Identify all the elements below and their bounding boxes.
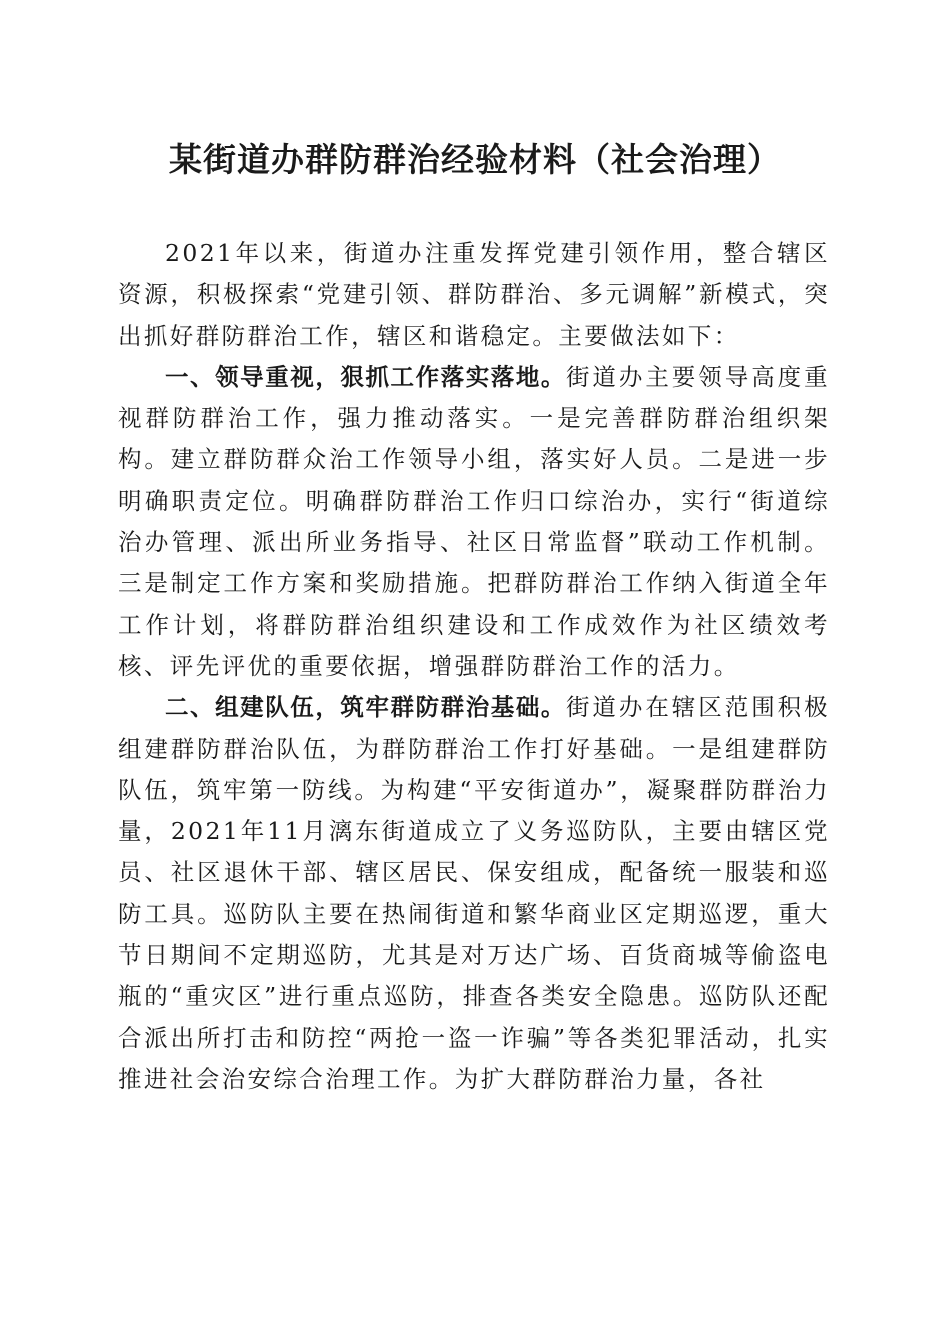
intro-text: 2021年以来，街道办注重发挥党建引领作用，整合辖区资源，积极探索“党建引领、群防群治、多元调解”新模式，突出抓好群防群治工作，辖区和谐稳定。主要做法如下： (118, 239, 830, 350)
document-body (118, 233, 830, 1100)
document-title: 某街道办群防群治经验材料（社会治理） (169, 140, 781, 179)
section-text-1: 街道办主要领导高度重视群防群治工作，强力推动落实。一是完善群防群治组织架构。建立群防群众治工作领导小组，落实好人员。二是进一步明确职责定位。明确群防群治工作归口综治办，实行“街道综治办管理、派出所业务指导、社区日常监督”联动工作机制。三是制定工作方案和奖励措施。把群防群治工作纳入街道全年工作计划，将群防群治组织建设和工作成效作为社区绩效考核、评先评优的重要依据，增强群防群治工作的活力。 (118, 362, 831, 680)
section-paragraph-1 (118, 357, 830, 687)
section-paragraph-2 (118, 687, 830, 1100)
section-text-2: 街道办在辖区范围积极组建群防群治队伍，为群防群治工作打好基础。一是组建群防队伍，筑牢第一防线。为构建“平安街道办”，凝聚群防群治力量，2021年11月漓东街道成立了义务巡防队，主要由辖区党员、社区退休干部、辖区居民、保安组成，配备统一服装和巡防工具。巡防队主要在热闹街道和繁华商业区定期巡逻，重大节日期间不定期巡防，尤其是对万达广场、百货商城等偷盗电瓶的“重灾区”进行重点巡防，排查各类安全隐患。巡防队还配合派出所打击和防控“两抢一盗一诈骗”等各类犯罪活动，扎实推进社会治安综合治理工作。为扩大群防群治力量，各社 (118, 693, 831, 1093)
intro-paragraph (118, 233, 830, 357)
section-heading-1: 一、领导重视，狠抓工作落实落地。 (165, 362, 566, 391)
section-heading-2: 二、组建队伍，筑牢群防群治基础。 (165, 693, 566, 722)
